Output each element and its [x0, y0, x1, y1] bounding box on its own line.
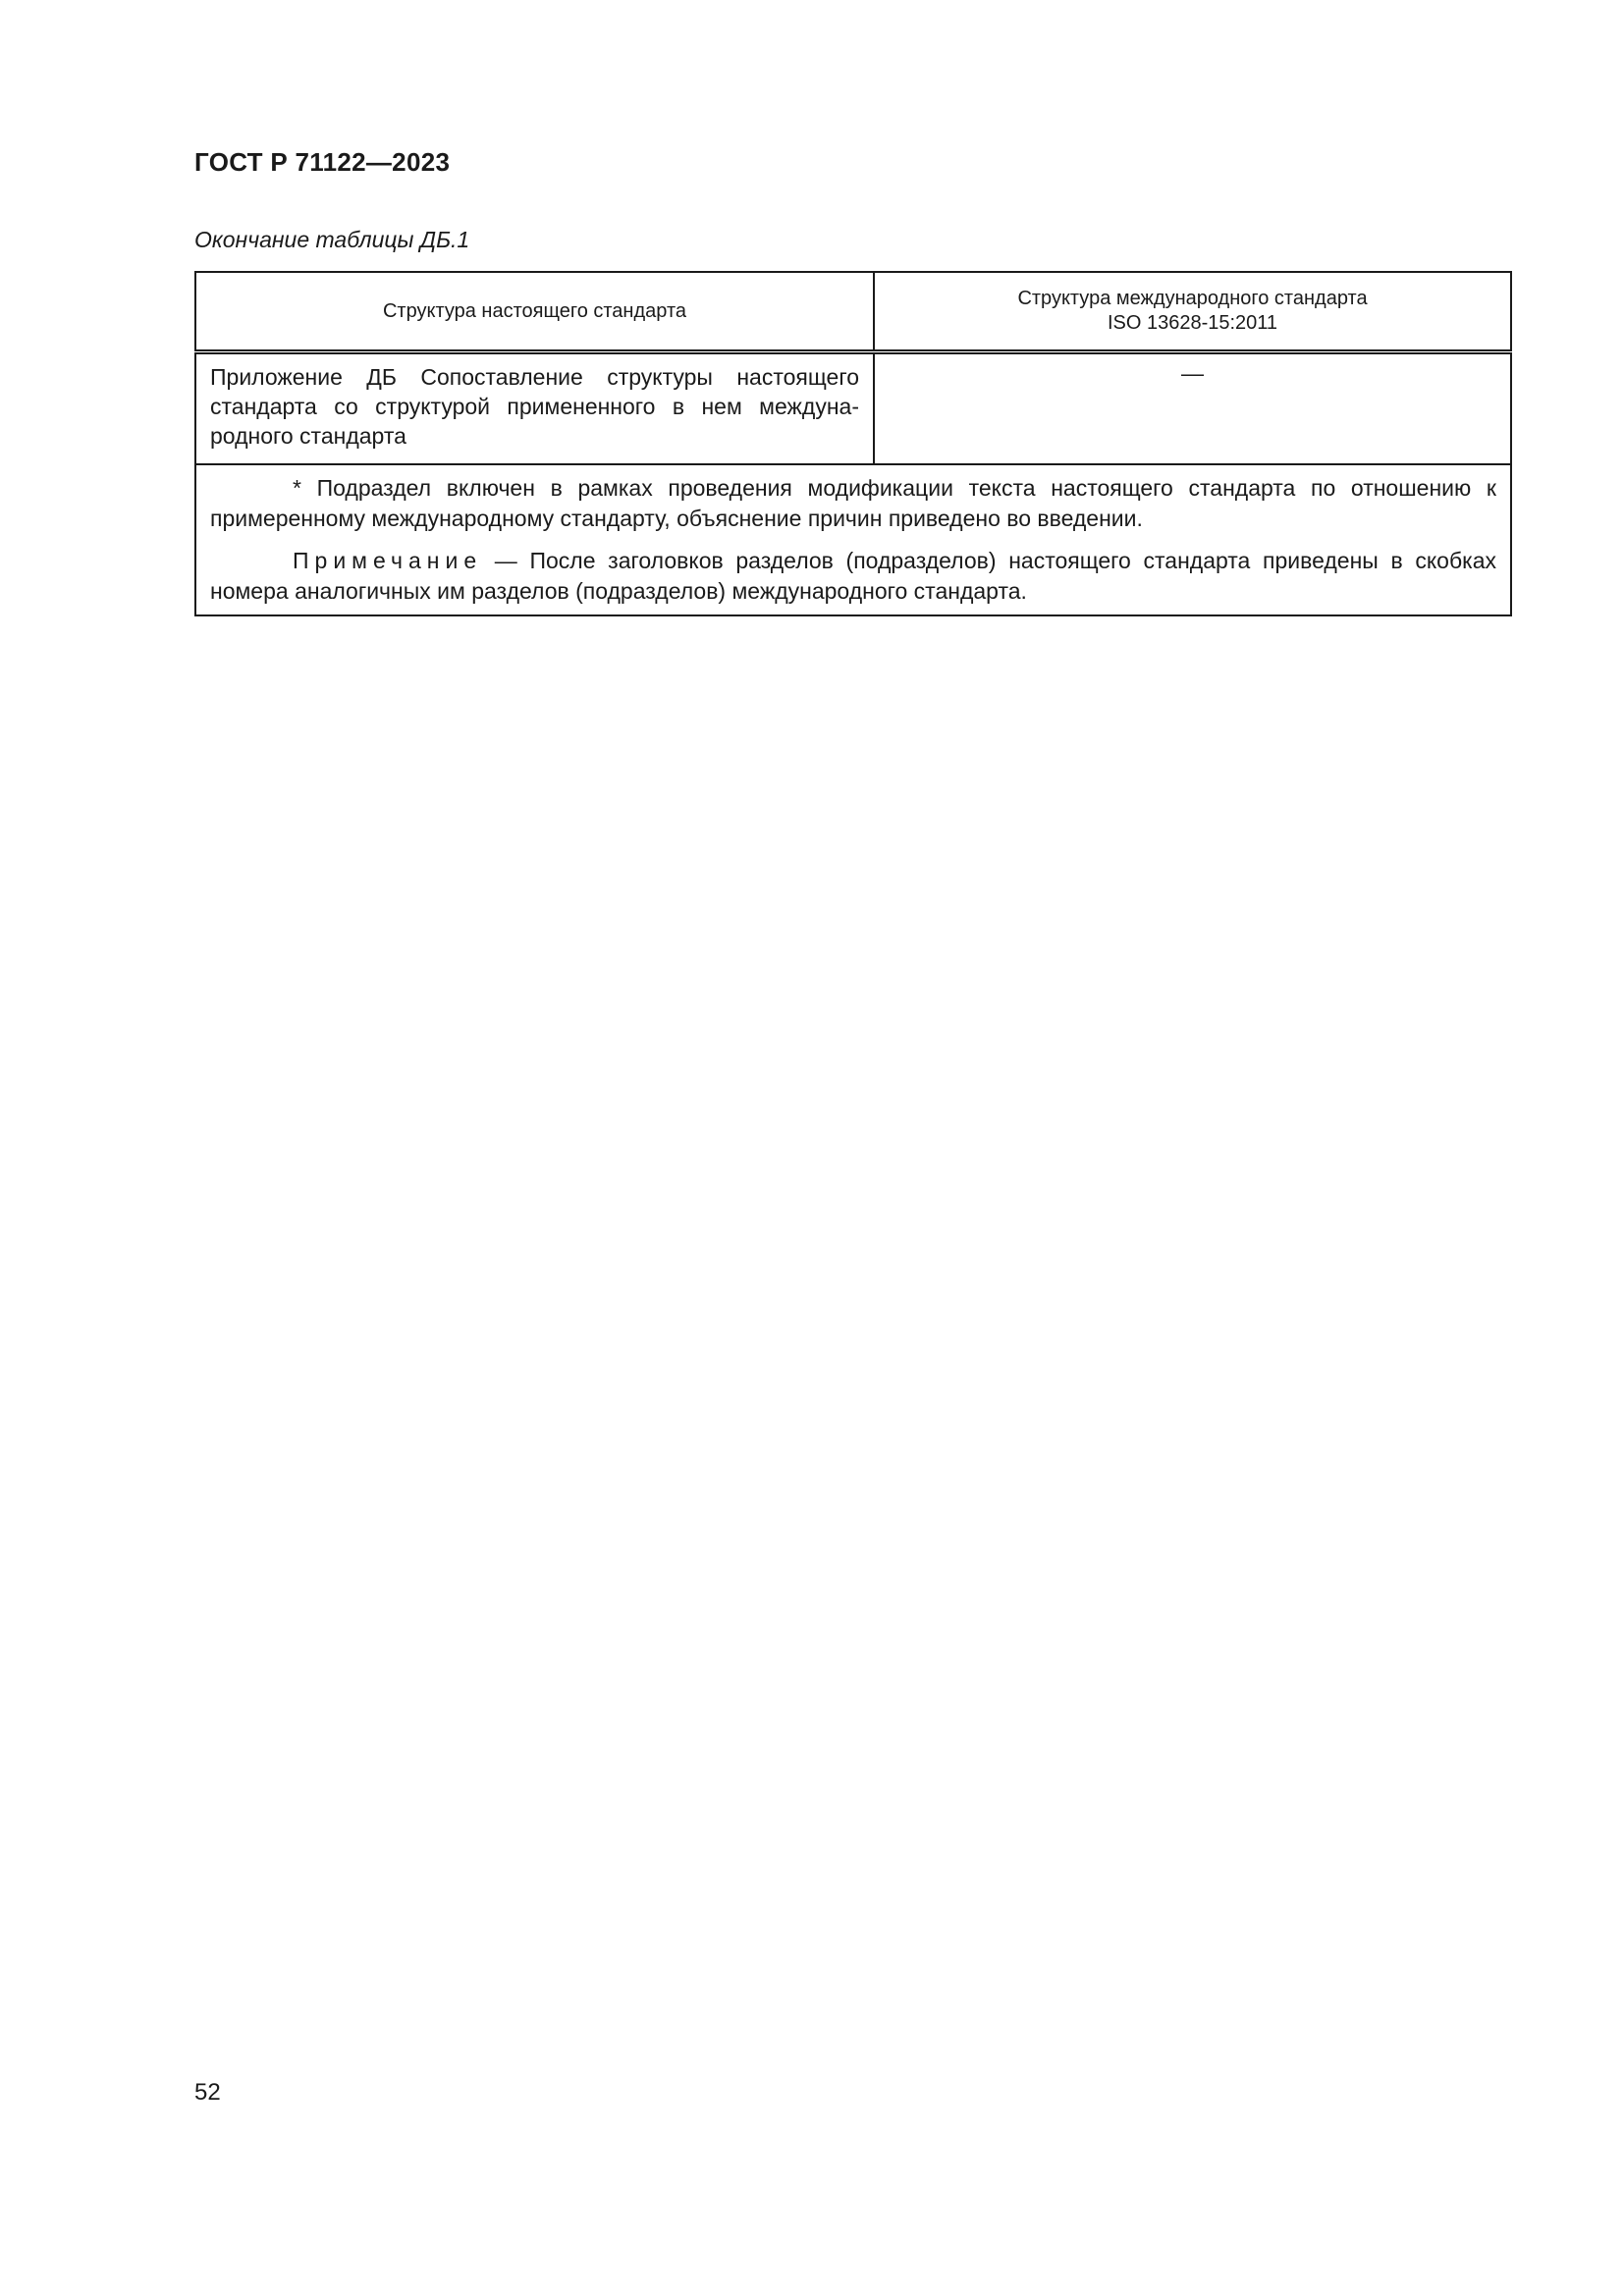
column-header-international-standard — [874, 272, 1511, 352]
table-caption: Окончание таблицы ДБ.1 — [194, 227, 470, 252]
page-number: 52 — [194, 2079, 221, 2106]
column-header-line: Структура международного стандарта — [1017, 288, 1368, 309]
column-header-current-standard — [195, 272, 874, 352]
table-header-row — [195, 272, 1511, 352]
note-text: — После заголовков разделов (подразделов) настоящего стандарта приведены в скобках номера аналогичных им разделов (подразделов) международного стандарта. — [210, 548, 1496, 604]
table-row — [195, 352, 1511, 465]
table-footnote: * Подраздел включен в рамках проведения модификации текста настоящего стандарта по отношению к примеренному международному стандарту, объяснение причин приведено во введении. — [210, 475, 1496, 531]
table-notes-row — [195, 464, 1511, 615]
table-note — [210, 546, 1496, 607]
table-cell: — — [874, 352, 1511, 465]
structure-table — [194, 271, 1510, 616]
table-notes-cell — [195, 464, 1511, 615]
column-header-line: Структура настоящего стандарта — [382, 299, 687, 322]
document-code: ГОСТ Р 71122—2023 — [194, 147, 451, 177]
column-header-line: ISO 13628-15:2011 — [1107, 312, 1278, 334]
table-cell: Приложение ДБ Сопоставление структуры настоящего стандарта со структурой примененного в нем международного стандарта — [195, 352, 874, 465]
note-label: Примечание — [293, 548, 483, 573]
